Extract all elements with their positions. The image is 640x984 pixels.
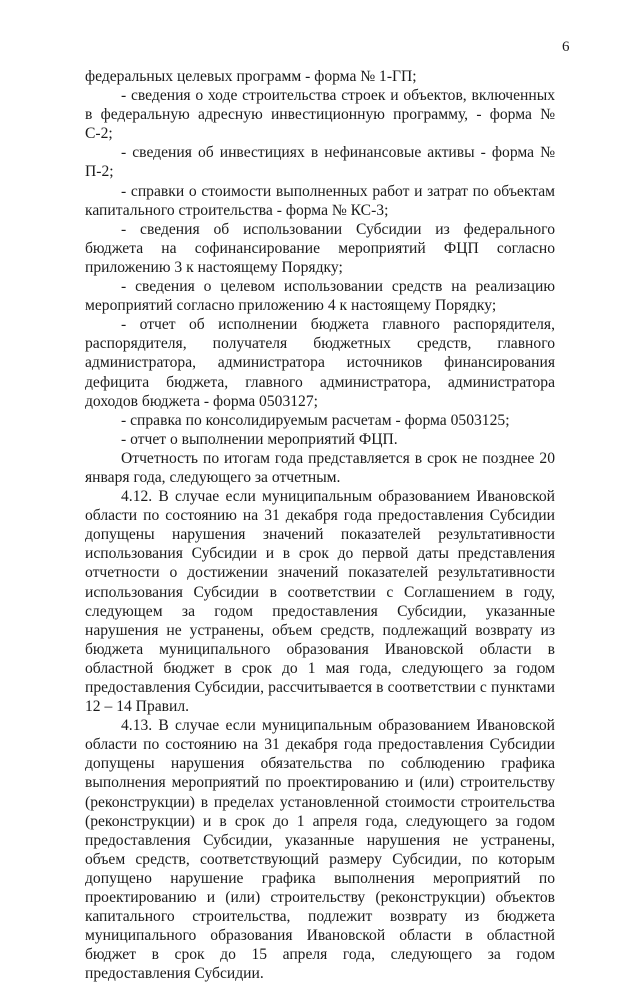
paragraph: - сведения об инвестициях в нефинансовые активы - форма № П-2; (85, 144, 555, 181)
paragraph: - сведения об использовании Субсидии из федерального бюджета на софинансирование мероприятий ФЦП согласно приложению 3 к настоящему Порядку; (85, 220, 555, 276)
paragraph: - справка по консолидируемым расчетам - форма 0503125; (121, 411, 510, 429)
paragraph: федеральных целевых программ - форма № 1-ГП; (85, 68, 417, 85)
page-number: 6 (562, 39, 570, 55)
paragraph: - сведения о ходе строительства строек и объектов, включенных в федеральную адресную инвестиционную программу, - форма № С-2; (85, 87, 555, 143)
paragraph: - отчет о выполнении мероприятий ФЦП. (121, 430, 398, 448)
paragraph: - отчет об исполнении бюджета главного распорядителя, распорядителя, получателя бюджетных средств, главного администратора, администратора источников финансирования дефицита бюджета, главного администратора, администратора доходов бюджета - форма 0503127; (85, 316, 555, 410)
paragraph: - справки о стоимости выполненных работ и затрат по объектам капитального строительства - форма № КС-3; (85, 182, 555, 219)
document-body (85, 67, 555, 984)
paragraph: 4.12. В случае если муниципальным образованием Ивановской области по состоянию на 31 декабря года предоставления Субсидии допущены нарушения значений показателей результативности использования Субсидии и в срок до первой даты представления отчетности о достижении значений показателей результативности использования Субсидии в соответствии с Соглашением в году, следующем за годом предоставления Субсидии, указанные нарушения не устранены, объем средств, подлежащий возврату из бюджета муниципального образования Ивановской области в областной бюджет в срок до 1 мая года, следующего за годом предоставления Субсидии, рассчитывается в соответствии с пунктами 12 – 14 Правил. (85, 488, 555, 716)
paragraph: - сведения о целевом использовании средств на реализацию мероприятий согласно приложению 4 к настоящему Порядку; (85, 278, 555, 315)
paragraph: 4.13. В случае если муниципальным образованием Ивановской области по состоянию на 31 декабря года предоставления Субсидии допущены нарушения обязательства по соблюдению графика выполнения мероприятий по проектированию и (или) строительству (реконструкции) в пределах установленной стоимости строительства (реконструкции) и в срок до 1 апреля года, следующего за годом предоставления Субсидии, указанные нарушения не устранены, объем средств, соответствующий размеру Субсидии, по которым допущено нарушение графика выполнения мероприятий по проектированию и (или) строительству (реконструкции) объектов капитального строительства, подлежит возврату из бюджета муниципального образования Ивановской области в областной бюджет в срок до 15 апреля года, следующего за годом предоставления Субсидии. (85, 717, 555, 983)
paragraph: Отчетность по итогам года представляется в срок не позднее 20 января года, следующего за отчетным. (85, 449, 555, 486)
